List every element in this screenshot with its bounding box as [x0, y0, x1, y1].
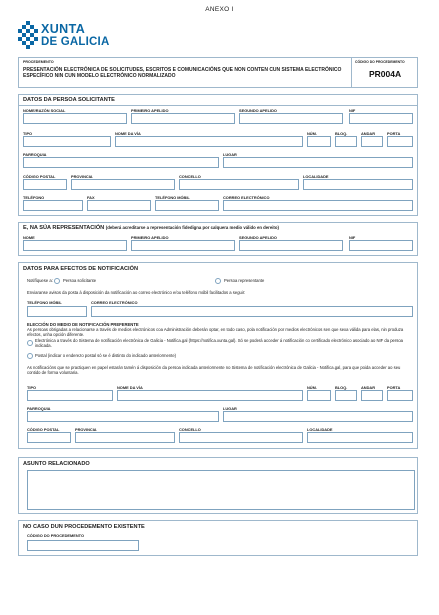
procedure-title: PRESENTACIÓN ELECTRÓNICA DE SOLICITUDES, ESCRITOS E COMUNICACIÓNS QUE NON CONTEN CUN SISTEMA ELECTRÓNICO ESPECÍFICO NIN CUN MODELO ELECTRÓNICO NORMALIZADO	[23, 67, 342, 79]
rep-surname2-input[interactable]	[239, 240, 343, 251]
name-label: NOME/RAZÓN SOCIAL	[23, 108, 66, 113]
fax-label: FAX	[87, 195, 95, 200]
rep-surname2-label: SEGUNDO APELIDO	[239, 235, 277, 240]
notif-number-label: NÚM.	[307, 385, 317, 390]
rep-name-label: NOME	[23, 235, 35, 240]
floor-label: ANDAR	[361, 131, 376, 136]
notif-door-input[interactable]	[387, 390, 413, 401]
preferred-channel-title: ELECCIÓN DO MEDIO DE NOTIFICACIÓN PREFERENTE	[27, 322, 139, 327]
street-name-input[interactable]	[115, 136, 303, 147]
block-input[interactable]	[335, 136, 357, 147]
logo-text-galicia: DE GALICIA	[41, 36, 110, 48]
existing-procedure-title: NO CASO DUN PROCEDEMENTO EXISTENTE	[23, 524, 145, 530]
locality-input[interactable]	[303, 179, 413, 190]
notif-street-name-input[interactable]	[117, 390, 303, 401]
notif-email-input[interactable]	[91, 306, 413, 317]
notif-door-label: PORTA	[387, 385, 401, 390]
notif-parish-label: PARROQUIA	[27, 406, 51, 411]
postal-notification-label: Postal (indicar o enderezo postal só se é distinto do indicado anteriormente)	[35, 353, 177, 358]
representative-title-text: E, NA SÚA REPRESENTACIÓN	[23, 225, 105, 231]
applicant-section	[18, 94, 418, 216]
notif-mobile-input[interactable]	[27, 306, 87, 317]
door-input[interactable]	[387, 136, 413, 147]
postal-code-label: CÓDIGO POSTAL	[23, 174, 56, 179]
notif-locality-input[interactable]	[307, 432, 413, 443]
fax-input[interactable]	[87, 200, 151, 211]
postal-code-input[interactable]	[23, 179, 67, 190]
subject-textarea[interactable]	[27, 470, 415, 510]
notification-section	[18, 262, 418, 449]
surname1-input[interactable]	[131, 113, 235, 124]
email-label: CORREO ELECTRÓNICO	[223, 195, 270, 200]
representative-section	[18, 222, 418, 256]
notif-block-label: BLOQ.	[335, 385, 348, 390]
notif-street-type-label: TIPO	[27, 385, 37, 390]
notif-street-type-input[interactable]	[27, 390, 113, 401]
rep-nif-input[interactable]	[349, 240, 413, 251]
existing-procedure-code-input[interactable]	[27, 540, 139, 551]
notify-representative-radio[interactable]	[215, 278, 221, 284]
notice-text: Enviaranse avisos da posta á disposición da notificación ao correo electrónico e/ou teléfono móbil facilitados a seguir:	[27, 290, 246, 295]
phone-label: TELÉFONO	[23, 195, 45, 200]
notif-locality-label: LOCALIDADE	[307, 427, 333, 432]
place-input[interactable]	[223, 157, 413, 168]
rep-nif-label: NIF	[349, 235, 356, 240]
street-name-label: NOME DA VÍA	[115, 131, 141, 136]
province-label: PROVINCIA	[71, 174, 93, 179]
representative-section-title	[23, 225, 279, 231]
notif-mobile-label: TELÉFONO MÓBIL	[27, 300, 62, 305]
place-label: LUGAR	[223, 152, 237, 157]
nif-label: NIF	[349, 108, 356, 113]
notif-floor-input[interactable]	[361, 390, 383, 401]
procedure-code-label: CÓDIGO DO PROCEDEMENTO	[355, 60, 405, 64]
notif-number-input[interactable]	[307, 390, 331, 401]
notif-council-label: CONCELLO	[179, 427, 201, 432]
notif-province-input[interactable]	[75, 432, 175, 443]
notif-floor-label: ANDAR	[361, 385, 376, 390]
annex-label: ANEXO I	[205, 6, 234, 13]
notif-street-name-label: NOME DA VÍA	[117, 385, 143, 390]
surname1-label: PRIMEIRO APELIDO	[131, 108, 169, 113]
mobile-label: TELÉFONO MÓBIL	[155, 195, 190, 200]
notif-block-input[interactable]	[335, 390, 357, 401]
province-input[interactable]	[71, 179, 175, 190]
notify-representative-label: Persoa representante	[224, 278, 265, 283]
notification-section-title: DATOS PARA EFECTOS DE NOTIFICACIÓN	[23, 266, 138, 272]
rep-surname1-input[interactable]	[131, 240, 235, 251]
council-input[interactable]	[179, 179, 299, 190]
parish-label: PARROQUIA	[23, 152, 47, 157]
notif-parish-input[interactable]	[27, 411, 219, 422]
locality-label: LOCALIDADE	[303, 174, 329, 179]
nif-input[interactable]	[349, 113, 413, 124]
notif-postal-code-label: CÓDIGO POSTAL	[27, 427, 60, 432]
representative-note: (deberá acreditarse a representación fidedigna por calquera medio válido en dereito)	[105, 225, 279, 230]
galicia-cross-logo-icon	[18, 21, 38, 51]
rep-name-input[interactable]	[23, 240, 127, 251]
mandatory-electronic-text: As persoas obrigadas a relacionarse a través de medios electrónicos coa Administración deberán optar, en todo caso, pola notificación por medios electrónicos sen que sexa válida para elas, nin produza efectos, unha opción diferente.	[27, 327, 404, 338]
procedure-box	[18, 57, 418, 88]
notif-email-label: CORREO ELECTRÓNICO	[91, 300, 138, 305]
block-label: BLOQ.	[335, 131, 348, 136]
floor-input[interactable]	[361, 136, 383, 147]
parish-input[interactable]	[23, 157, 219, 168]
postal-notification-radio[interactable]	[27, 353, 33, 359]
door-label: PORTA	[387, 131, 401, 136]
notify-applicant-radio[interactable]	[54, 278, 60, 284]
number-label: NÚM.	[307, 131, 317, 136]
existing-procedure-section	[18, 520, 418, 556]
notify-to-label: Notifíquese a:	[27, 278, 53, 283]
street-type-input[interactable]	[23, 136, 111, 147]
xunta-logo	[18, 20, 128, 54]
applicant-section-title: DATOS DA PERSOA SOLICITANTE	[23, 97, 115, 103]
rep-surname1-label: PRIMEIRO APELIDO	[131, 235, 169, 240]
surname2-input[interactable]	[239, 113, 343, 124]
subject-section-title: ASUNTO RELACIONADO	[23, 461, 90, 467]
paper-notice-text: As notificacións que se practiquen en papel estarán tamén á disposición da persoa indicada anteriormente no Sistema de notificación electrónica de Galicia - Notifica.gal, para que poida acceder ao seu contido de forma voluntaria.	[27, 365, 401, 376]
notif-place-label: LUGAR	[223, 406, 237, 411]
subject-section	[18, 457, 418, 514]
electronic-notification-radio[interactable]	[27, 340, 33, 346]
procedure-code: PR004A	[369, 69, 402, 79]
council-label: CONCELLO	[179, 174, 201, 179]
notif-place-input[interactable]	[223, 411, 413, 422]
notif-council-input[interactable]	[179, 432, 303, 443]
electronic-notification-label: Electrónica a través do Sistema de notificación electrónica de Galicia - Notifica.gal (https://notifica.xunta.gal). Só se poderá acceder á notificación co certificado electrónico asociado ao NIF da persoa indicada.	[35, 338, 403, 349]
email-input[interactable]	[223, 200, 413, 211]
notif-province-label: PROVINCIA	[75, 427, 97, 432]
procedure-label: PROCEDEMENTO	[23, 60, 54, 64]
existing-procedure-code-label: CÓDIGO DO PROCEDEMENTO	[27, 533, 84, 538]
street-type-label: TIPO	[23, 131, 33, 136]
surname2-label: SEGUNDO APELIDO	[239, 108, 277, 113]
number-input[interactable]	[307, 136, 331, 147]
notify-applicant-label: Persoa solicitante	[63, 278, 97, 283]
phone-input[interactable]	[23, 200, 83, 211]
mobile-input[interactable]	[155, 200, 219, 211]
logo-text-xunta: XUNTA	[41, 22, 86, 36]
name-input[interactable]	[23, 113, 127, 124]
notif-postal-code-input[interactable]	[27, 432, 71, 443]
